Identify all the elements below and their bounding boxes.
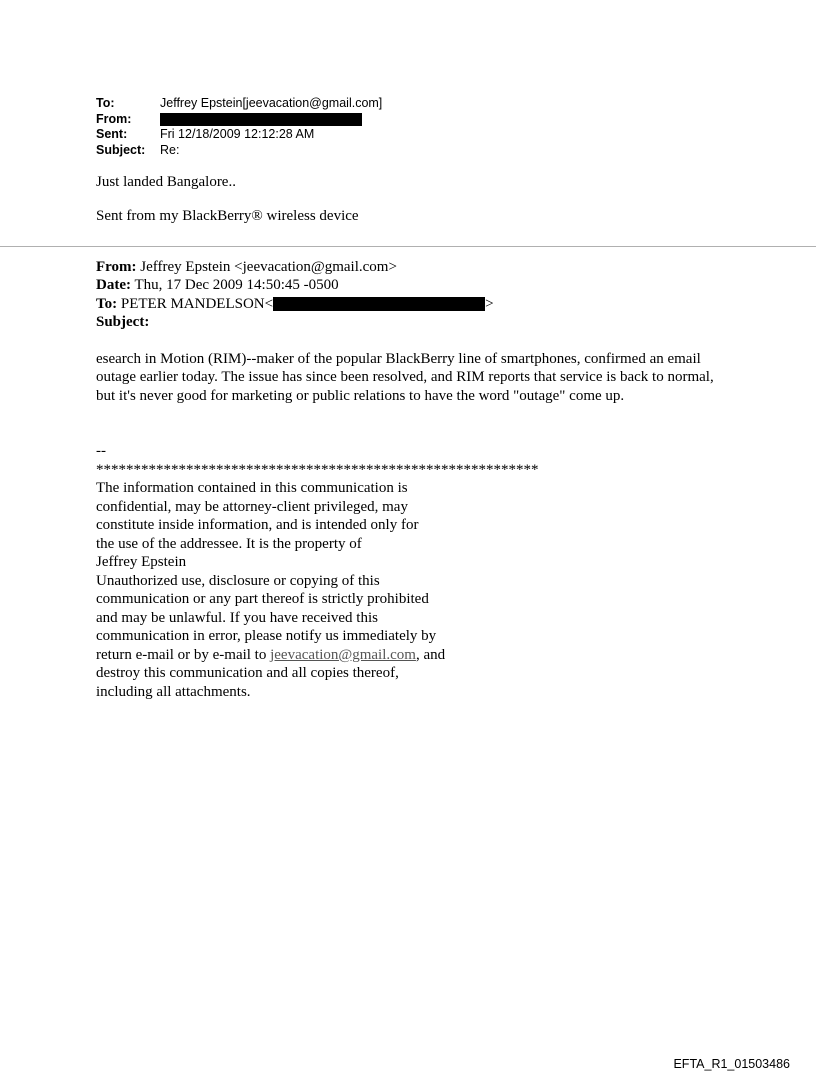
to-label: To: <box>96 96 115 110</box>
signature-return-line <box>96 646 539 665</box>
quoted-to-label: To: <box>96 295 118 312</box>
signature-line: including all attachments. <box>96 683 251 700</box>
reply-line-sent-from: Sent from my BlackBerry® wireless device <box>96 208 359 224</box>
signature-line: Unauthorized use, disclosure or copying of this <box>96 572 380 589</box>
quoted-from-value: Jeffrey Epstein <jeevacation@gmail.com> <box>140 259 397 275</box>
redaction-block <box>160 113 362 126</box>
quoted-date-label: Date: <box>96 277 131 294</box>
signature-line: destroy this communication and all copies thereof, <box>96 665 399 681</box>
quoted-to-value: PETER MANDELSON< <box>120 295 274 312</box>
header-subject-row <box>96 143 382 159</box>
quoted-subject-label: Subject: <box>96 313 150 330</box>
quoted-to-end: > <box>485 295 494 312</box>
email-header <box>96 96 382 158</box>
quoted-date-row <box>96 276 494 294</box>
quoted-to-row <box>96 295 494 313</box>
signature-dashes: -- <box>96 443 106 459</box>
sent-label: Sent: <box>96 127 128 141</box>
from-label: From: <box>96 111 132 126</box>
subject-label: Subject: <box>96 142 146 157</box>
header-from-row <box>96 112 382 128</box>
header-to-row <box>96 96 382 112</box>
sent-value: Fri 12/18/2009 12:12:28 AM <box>160 127 315 141</box>
header-sent-row <box>96 127 382 143</box>
quoted-body: esearch in Motion (RIM)--maker of the popular BlackBerry line of smartphones, confirmed an email outage earlier today. The issue has since been resolved, and RIM reports that service is back to normal, but it's never good for marketing or public relations to have the word "outage" come up. <box>96 351 714 404</box>
to-value: Jeffrey Epstein[jeevacation@gmail.com] <box>160 96 383 110</box>
signature-line: constitute inside information, and is intended only for <box>96 517 419 533</box>
signature-line: The information contained in this communication is <box>96 480 408 496</box>
separator-line <box>0 246 816 247</box>
quoted-header <box>96 258 494 331</box>
quoted-subject-row <box>96 313 494 331</box>
signature-line: communication in error, please notify us immediately by <box>96 628 437 644</box>
redaction-block <box>273 297 485 311</box>
signature-line: and may be unlawful. If you have received this <box>96 609 378 626</box>
signature-line: the use of the addressee. It is the property of <box>96 535 362 552</box>
quoted-from-label: From: <box>96 259 137 275</box>
signature-line: confidential, may be attorney-client privileged, may <box>96 498 408 515</box>
return-line-pre: return e-mail or by e-mail to <box>96 646 271 663</box>
quoted-from-row <box>96 258 494 276</box>
signature-line: Jeffrey Epstein <box>96 554 187 570</box>
email-link[interactable]: jeevacation@gmail.com <box>270 646 416 663</box>
reply-line-landed: Just landed Bangalore.. <box>96 174 236 190</box>
signature-stars: *********************************************************** <box>96 461 539 478</box>
return-line-post: , and <box>415 646 446 663</box>
document-id: EFTA_R1_01503486 <box>673 1057 790 1071</box>
signature-block <box>96 442 539 701</box>
quoted-date-value: Thu, 17 Dec 2009 14:50:45 -0500 <box>134 277 339 294</box>
subject-value: Re: <box>160 142 180 157</box>
signature-line: communication or any part thereof is strictly prohibited <box>96 591 429 607</box>
